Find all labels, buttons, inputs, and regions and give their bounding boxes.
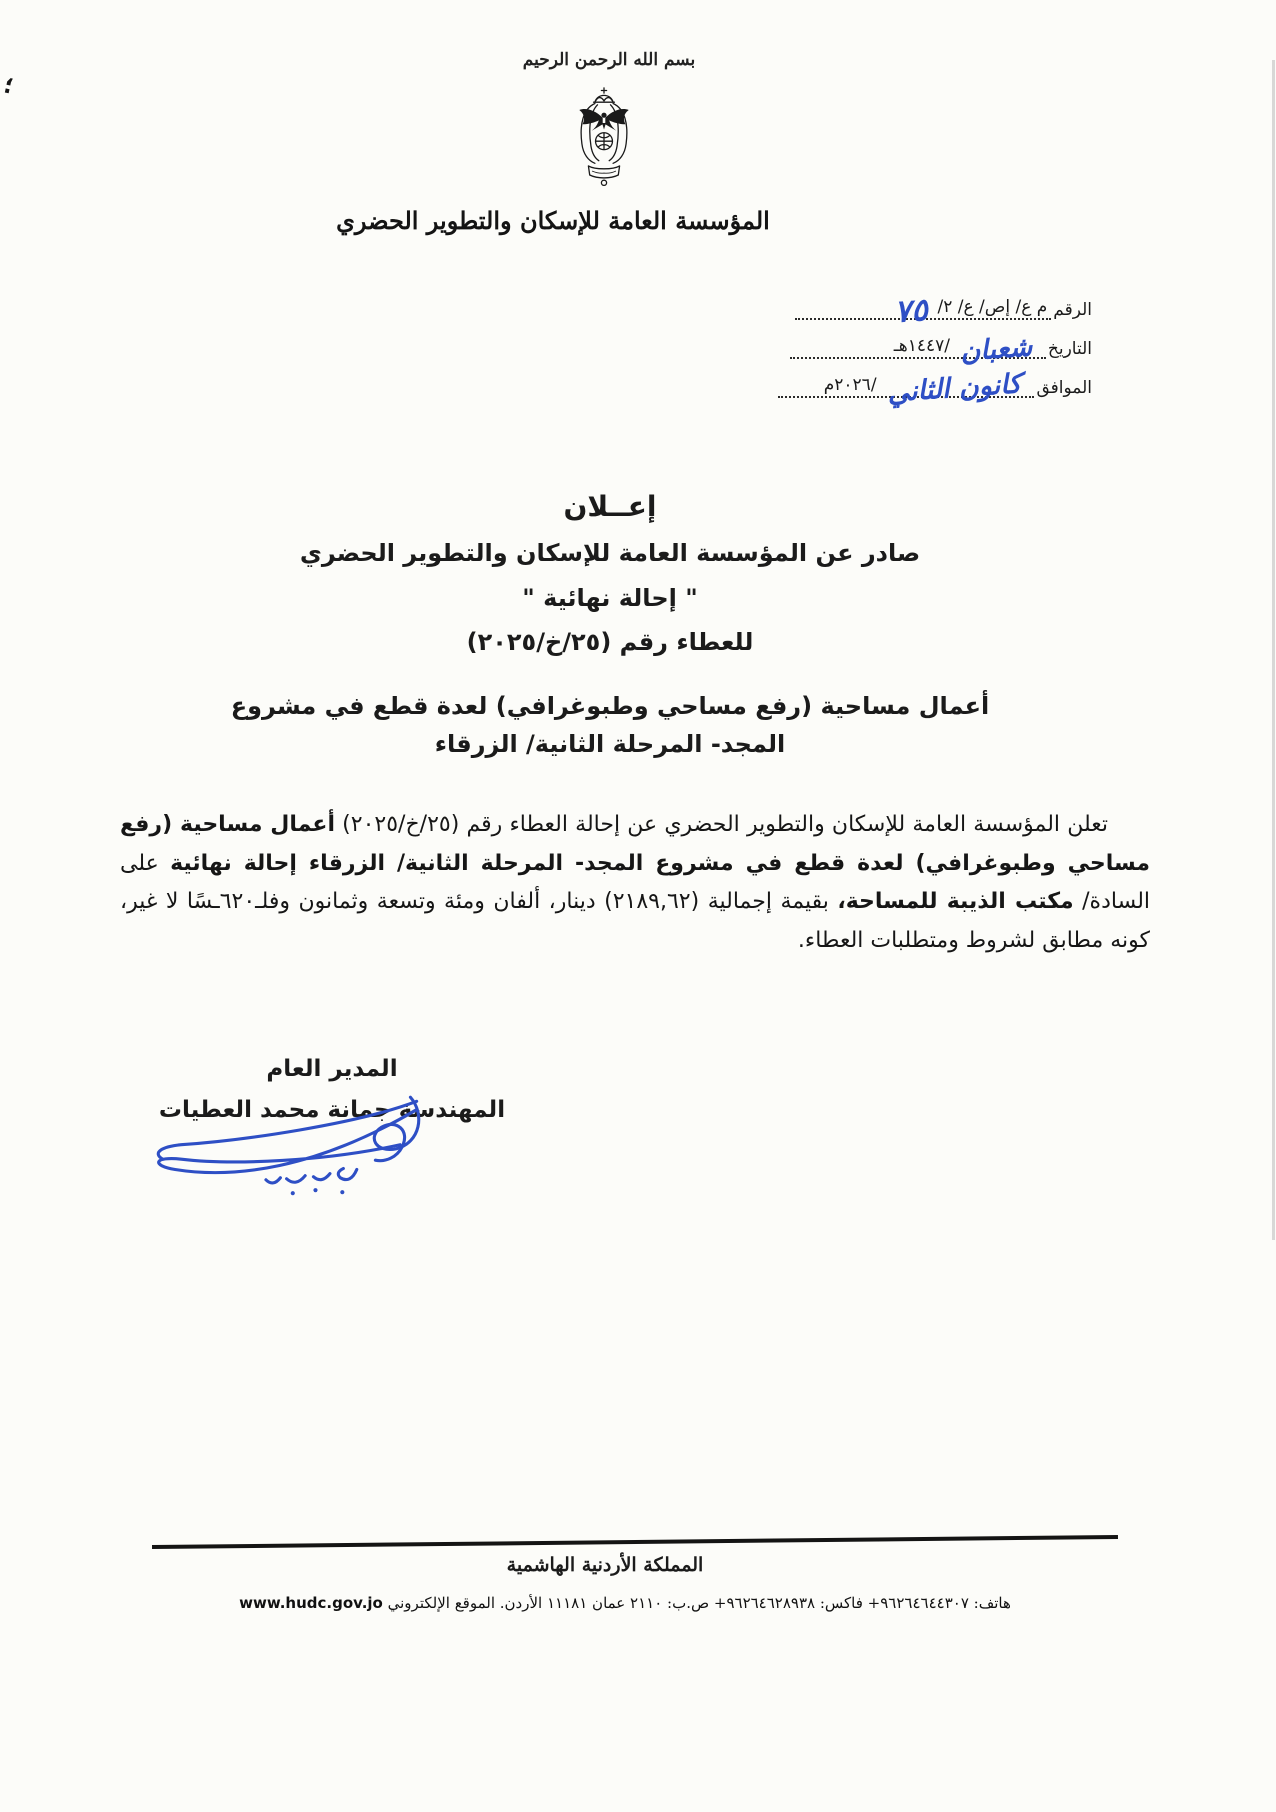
ref-number-handwritten: ٧٥: [893, 291, 930, 331]
announcement-title-block: [28, 490, 1192, 758]
announcement-body-paragraph: [120, 806, 1150, 960]
org-name-calligraphy: المؤسسة العامة للإسكان والتطوير الحضري: [336, 206, 770, 235]
kingdom-name: المملكة الأردنية الهاشمية: [506, 1554, 704, 1576]
body-seg1: تعلن المؤسسة العامة للإسكان والتطوير الحضري عن إحالة العطاء رقم (٢٥/خ/٢٠٢٥): [334, 812, 1108, 837]
tender-subject-line1: أعمال مساحية (رفع مساحي وطبوغرافي) لعدة قطع في مشروع: [230, 692, 990, 720]
ref-gregorian-value: [778, 368, 1034, 409]
website-url: www.hudc.gov.jo: [239, 1594, 383, 1612]
ref-number-label: الرقم: [1053, 300, 1092, 320]
ref-number-printed: م ع/ إص/ ع/ ٢/: [937, 297, 1048, 317]
contact-details: هاتف: ٩٦٢٦٤٦٤٤٣٠٧+ فاكس: ٩٦٢٦٤٦٢٨٩٣٨+ ص.ب: ٢١١٠ عمان ١١١٨١ الأردن. الموقع الإلكتروني: [382, 1594, 1011, 1612]
ref-gregorian-date-line: [778, 366, 1092, 409]
announcement-heading: إعــلان: [563, 490, 657, 523]
ref-number-line: [778, 288, 1092, 331]
scan-edge-shadow: [1272, 60, 1275, 1240]
body-awardee-name: مكتب الذيبة للمساحة،: [837, 889, 1074, 914]
ref-gregorian-handwritten: كانون الثاني: [885, 368, 1022, 409]
tender-subject-line2: المجد- المرحلة الثانية/ الزرقاء: [434, 730, 786, 758]
jordan-royal-crest-icon: [565, 84, 643, 188]
ref-gregorian-label: الموافق: [1036, 378, 1092, 398]
body-seg3: على السادة/: [120, 850, 1151, 914]
ref-date-printed: /١٤٤٧هـ: [893, 336, 950, 356]
signer-title: المدير العام: [266, 1056, 398, 1082]
ref-date-handwritten: شعبان: [959, 331, 1034, 368]
footer-contact-line: [0, 1594, 1250, 1612]
final-award-line: " إحالة نهائية ": [522, 584, 698, 612]
signer-name: المهندسة جمانة محمد العطيات: [158, 1097, 506, 1123]
tender-number-line: للعطاء رقم (٢٥/خ/٢٠٢٥): [466, 628, 754, 656]
ref-gregorian-printed: /٢٠٢٦م: [823, 375, 877, 395]
ref-number-value: [795, 291, 1051, 331]
body-tender-title: أعمال مساحية (رفع مساحي وطبوغرافي) لعدة قطع في مشروع المجد- المرحلة الثانية/ الزرقاء إحالة نهائية: [120, 812, 1150, 876]
issuer-line: صادر عن المؤسسة العامة للإسكان والتطوير الحضري: [299, 539, 921, 567]
body-seg5: بقيمة إجمالية (٢١٨٩,٦٢) دينار، ألفان ومئة وتسعة وثمانون وفلـ٦٢٠ـسًا لا غير، كونه مطابق لشروط ومتطلبات العطاء.: [120, 889, 1150, 953]
ref-date-label: التاريخ: [1047, 339, 1092, 359]
scan-artifact-mark: ؛: [1, 73, 16, 100]
ref-hijri-date-line: [778, 327, 1092, 368]
signature-scribble-icon: [140, 1078, 460, 1198]
reference-block: [778, 288, 1092, 409]
ref-date-value: [790, 331, 1046, 368]
basmala-calligraphy: بسم الله الرحمن الرحيم: [522, 50, 696, 70]
footer-divider: [152, 1535, 1118, 1549]
